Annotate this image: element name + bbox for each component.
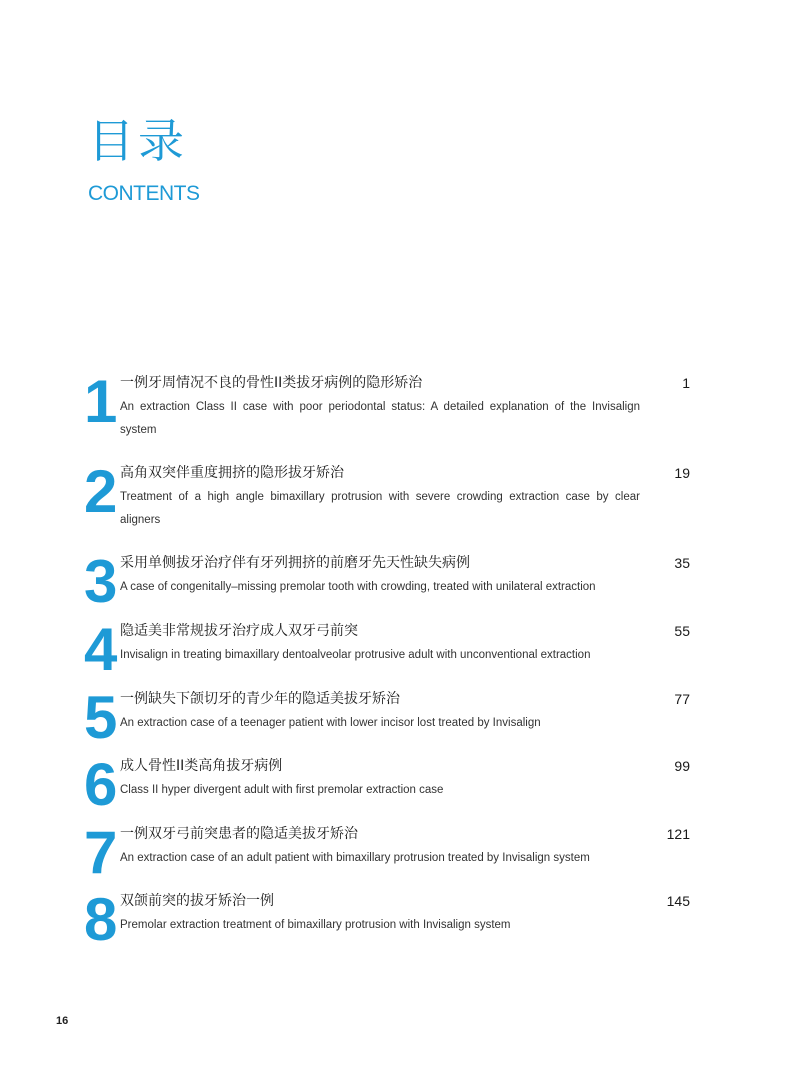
chapter-number: 4: [84, 616, 118, 683]
chapter-page: 19: [674, 465, 690, 481]
chapter-title-en: An extraction case of a teenager patient with lower incisor lost treated by Invisalign: [120, 717, 541, 729]
chapter-number: 6: [84, 751, 118, 818]
chapter-title-cn: 一例牙周情况不良的骨性II类拔牙病例的隐形矫治: [120, 375, 423, 391]
chapter-number: 5: [84, 684, 118, 751]
chapter-title-en: Invisalign in treating bimaxillary dentoalveolar protrusive adult with unconventional extraction: [120, 649, 591, 661]
chapter-number: 7: [84, 819, 118, 886]
chapter-number: 2: [84, 458, 118, 525]
chapter-page: 1: [682, 375, 690, 391]
chapter-title-cn: 双颌前突的拔牙矫治一例: [120, 893, 274, 909]
chapter-title-cn: 高角双突伴重度拥挤的隐形拔牙矫治: [120, 465, 344, 481]
folio-page-number: 16: [56, 1015, 69, 1027]
chapter-page: 77: [674, 691, 690, 707]
chapter-title-cn: 成人骨性II类高角拔牙病例: [120, 758, 283, 774]
chapter-page: 121: [666, 826, 690, 842]
chapter-title-en: An extraction Class II case with poor periodontal status: A detailed explanation of the Invisalign system: [120, 401, 640, 436]
chapter-number: 8: [84, 886, 118, 953]
chapter-title-cn: 隐适美非常规拔牙治疗成人双牙弓前突: [120, 623, 358, 639]
chapter-page: 35: [674, 555, 690, 571]
chapter-title-cn: 一例缺失下颌切牙的青少年的隐适美拔牙矫治: [120, 691, 400, 707]
chapter-number: 1: [84, 368, 118, 435]
chapter-title-en: Premolar extraction treatment of bimaxillary protrusion with Invisalign system: [120, 919, 511, 931]
chapter-number: 3: [84, 548, 118, 615]
chapter-title-en: Class II hyper divergent adult with first premolar extraction case: [120, 784, 444, 796]
chapter-title-en: An extraction case of an adult patient with bimaxillary protrusion treated by Invisalign system: [120, 852, 590, 864]
chapter-title-cn: 采用单侧拔牙治疗伴有牙列拥挤的前磨牙先天性缺失病例: [120, 555, 470, 571]
contents-title-cn: 目录: [88, 114, 188, 168]
contents-title-en: CONTENTS: [88, 182, 200, 205]
chapter-page: 55: [674, 623, 690, 639]
chapter-title-en: Treatment of a high angle bimaxillary protrusion with severe crowding extraction case by clear aligners: [120, 491, 640, 526]
chapter-title-cn: 一例双牙弓前突患者的隐适美拔牙矫治: [120, 826, 358, 842]
chapter-page: 145: [666, 893, 690, 909]
chapter-title-en: A case of congenitally–missing premolar tooth with crowding, treated with unilateral extraction: [120, 581, 596, 593]
chapter-page: 99: [674, 758, 690, 774]
